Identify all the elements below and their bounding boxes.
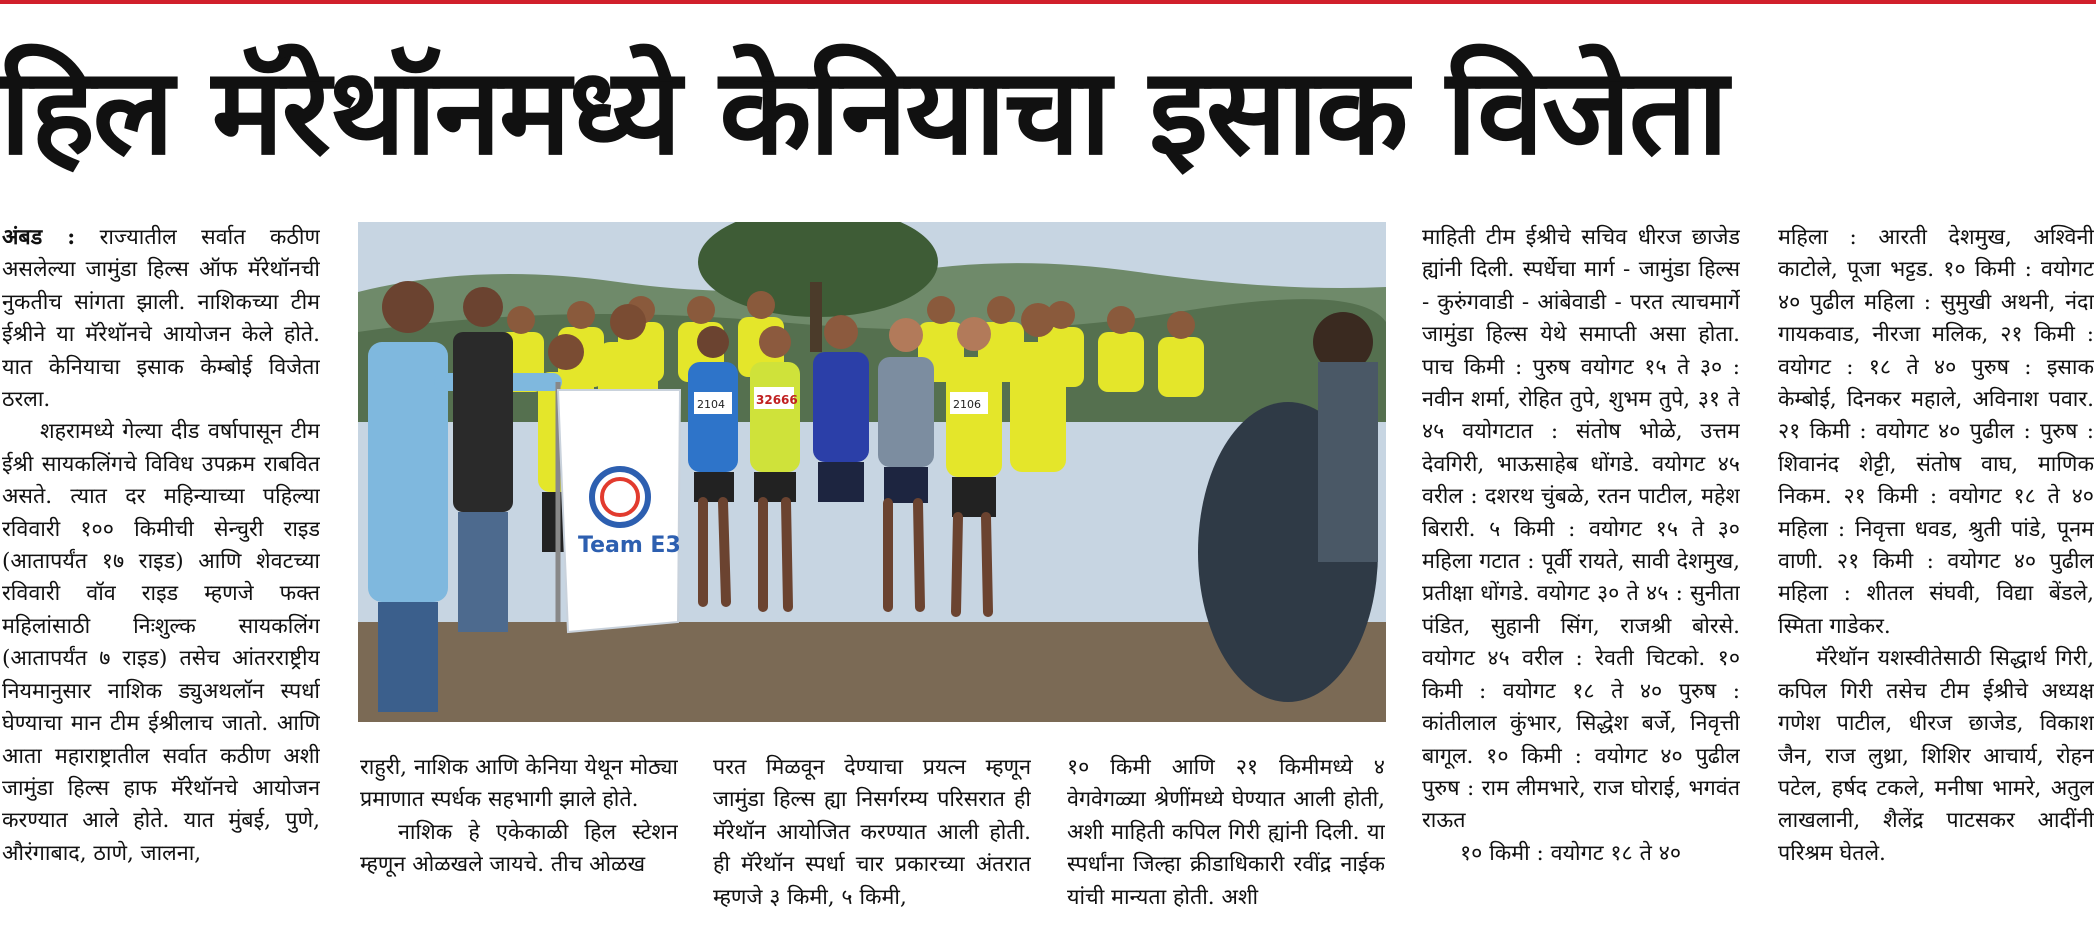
col2-para-1: राहुरी, नाशिक आणि केनिया येथून मोठ्या प्रमाणात स्पर्धक सहभागी झाले होते. xyxy=(360,755,678,813)
col1-para-2: शहरामध्ये गेल्या दीड वर्षापासून टीम ईश्री सायकलिंगचे विविध उपक्रम राबवित असते. त्यात दर महिन्याच्या पहिल्या रविवारी १०० किमीची सेन्चुरी राइड (आतापर्यंत १७ राइड) आणि शेवटच्या रविवारी वॉव राइड म्हणजे फक्त महिलांसाठी निःशुल्क सायकलिंग (आतापर्यंत ७ राइड) तसेच आंतरराष्ट्रीय नियमानुसार नाशिक ड्युअथलॉन स्पर्धा घेण्याचा मान टीम ईश्रीलाच जातो. आणि आता महाराष्ट्रातील सर्वात कठीण अशी जामुंडा हिल्स हाफ मॅरेथॉनचे आयोजन करण्यात आले होते. यात मुंबई, पुणे, औरंगाबाद, ठाणे, जालना, xyxy=(2,419,320,866)
article-column-1 xyxy=(2,222,320,936)
col2-para-2: नाशिक हे एकेकाळी हिल स्टेशन म्हणून ओळखले जायचे. तीच ओळख xyxy=(360,819,678,878)
flag-text: Team E3 xyxy=(578,533,681,558)
col3-para-1: परत मिळवून देण्याचा प्रयत्न म्हणून जामुंडा हिल्स ह्या निसर्गरम्य परिसरात ही मॅरेथॉन आयोजित करण्यात आली होती. ही मॅरेथॉन स्पर्धा चार प्रकारच्या अंतरात म्हणजे ३ किमी, ५ किमी, xyxy=(713,755,1031,910)
runners-photo-illustration xyxy=(358,222,1386,722)
bib-number-1: 32666 xyxy=(756,393,798,407)
bib-number-3: 2106 xyxy=(953,398,981,411)
article-column-5 xyxy=(1422,222,1740,936)
col4-para-1: १० किमी आणि २१ किमीमध्ये ४ वेगवेगळ्या श्रेणींमध्ये घेण्यात आली होती, अशी माहिती कपिल गिरी ह्यांनी दिली. या स्पर्धांना जिल्हा क्रीडाधिकारी रवींद्र नाईक यांची मान्यता होती. अशी xyxy=(1067,755,1385,910)
article-column-2 xyxy=(360,752,678,936)
col5-para-2: १० किमी : वयोगट १८ ते ४० xyxy=(1460,840,1682,866)
event-photo xyxy=(358,222,1386,722)
top-rule xyxy=(0,0,2096,4)
article-column-3 xyxy=(713,752,1031,936)
col6-para-2: मॅरेथॉन यशस्वीतेसाठी सिद्धार्थ गिरी, कपिल गिरी तसेच टीम ईश्रीचे अध्यक्ष गणेश पाटील, धीरज छाजेड, विकाश जैन, राज लुथ्रा, शिशिर आचार्य, रोहन पटेल, हर्षद टकले, मनीषा भामरे, अतुल लाखलानी, शैलेंद्र पाटसकर आदींनी परिश्रम घेतले. xyxy=(1778,646,2094,866)
article-column-6 xyxy=(1778,222,2094,936)
col5-para-1: माहिती टीम ईश्रीचे सचिव धीरज छाजेड ह्यांनी दिली. स्पर्धेचा मार्ग - जामुंडा हिल्स - कुरुंगवाडी - आंबेवाडी - परत त्याचमार्गे जामुंडा हिल्स येथे समाप्ती असा होता. पाच किमी : पुरुष वयोगट १५ ते ३० : नवीन शर्मा, रोहित तुपे, शुभम तुपे, ३१ ते ४५ वयोगटात : संतोष भोळे, उत्तम देवगिरी, भाऊसाहेब धोंगडे. वयोगट ४५ वरील : दशरथ चुंबळे, रतन पाटील, महेश बिरारी. ५ किमी : वयोगट १५ ते ३० महिला गटात : पूर्वी रायते, सावी देशमुख, प्रतीक्षा धोंगडे. वयोगट ३० ते ४५ : सुनीता पंडित, सुहानी सिंग, राजश्री बोरसे. वयोगट ४५ वरील : रेवती चिटको. १० किमी : वयोगट १८ ते ४० पुरुष : कांतीलाल कुंभार, सिद्धेश बर्जे, निवृत्ती बागूल. १० किमी : वयोगट ४० पुढील पुरुष : राम लीमभारे, राज घोराई, भगवंत राऊत xyxy=(1422,225,1740,834)
article-column-4 xyxy=(1067,752,1385,936)
bib-number-2: 2104 xyxy=(697,398,725,411)
dateline: अंबड : xyxy=(2,225,76,250)
col1-para-1: राज्यातील सर्वात कठीण असलेल्या जामुंडा हिल्स ऑफ मॅरेथॉनची नुकतीच सांगता झाली. नाशिकच्या टीम ईश्रीने या मॅरेथॉनचे आयोजन केले होते. यात केनियाचा इसाक केम्बोई विजेता ठरला. xyxy=(2,225,320,413)
headline: हिल मॅरेथॉनमध्ये केनियाचा इसाक विजेता xyxy=(0,43,1727,182)
col6-para-1: महिला : आरती देशमुख, अश्विनी काटोले, पूजा भट्टड. १० किमी : वयोगट ४० पुढील महिला : सुमुखी अथनी, नंदा गायकवाड, नीरजा मलिक, २१ किमी : वयोगट : १८ ते ४० पुरुष : इसाक केम्बोई, दिनकर महाले, अविनाश पवार. २१ किमी : वयोगट ४० पुढील : पुरुष : शिवानंद शेट्टी, संतोष वाघ, माणिक निकम. २१ किमी : वयोगट १८ ते ४० महिला : निवृत्ता धवड, श्रुती पांडे, पूनम वाणी. २१ किमी : वयोगट ४० पुढील महिला : शीतल संघवी, विद्या बेंडले, स्मिता गाडेकर. xyxy=(1778,225,2094,639)
